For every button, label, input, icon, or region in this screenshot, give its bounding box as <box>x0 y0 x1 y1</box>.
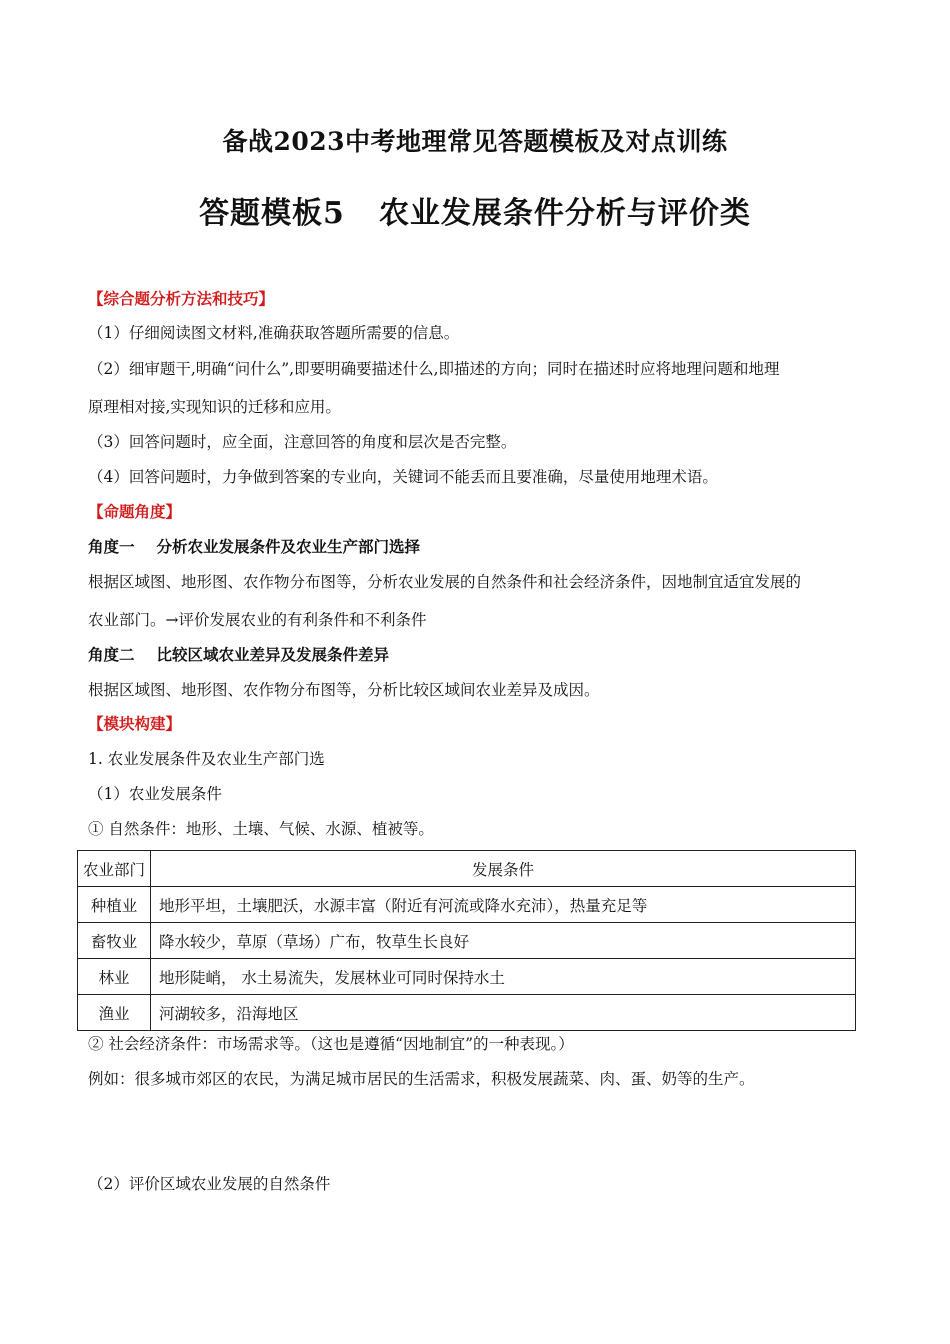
table-row <box>78 959 856 995</box>
table-cell-sector: 种植业 <box>78 887 151 923</box>
table-cell-condition: 河湖较多，沿海地区 <box>151 995 856 1031</box>
document-title: 备战2023中考地理常见答题模板及对点训练 <box>222 127 728 156</box>
method-item-2-continued: 原理相对接,实现知识的迁移和应用。 <box>88 398 341 416</box>
module-subsection-1: （1）农业发展条件 <box>88 785 222 803</box>
table-row <box>78 923 856 959</box>
table-cell-sector: 渔业 <box>78 995 151 1031</box>
angle-1-text-continued: 农业部门。→评价发展农业的有利条件和不利条件 <box>88 611 427 629</box>
table-header-condition: 发展条件 <box>151 851 856 887</box>
agriculture-conditions-table <box>77 850 856 1031</box>
angle-2-title: 比较区域农业差异及发展条件差异 <box>156 645 390 664</box>
table-cell-condition: 地形平坦，土壤肥沃，水源丰富（附近有河流或降水充沛），热量充足等 <box>151 887 856 923</box>
document-subtitle <box>0 188 950 232</box>
angle-1-heading <box>88 537 420 557</box>
module-subsection-2: （2）评价区域农业发展的自然条件 <box>88 1175 331 1193</box>
method-item-2: （2）细审题干,明确“问什么”,即要明确要描述什么,即描述的方向；同时在描述时应将地理问题和地理 <box>88 360 780 378</box>
table-row <box>78 995 856 1031</box>
table-cell-condition: 地形陡峭， 水土易流失，发展林业可同时保持水土 <box>151 959 856 995</box>
angle-2-label: 角度二 <box>88 645 135 664</box>
method-item-1: （1）仔细阅读图文材料,准确获取答题所需要的信息。 <box>88 324 460 342</box>
angle-1-label: 角度一 <box>88 537 135 556</box>
table-cell-condition: 降水较少，草原（草场）广布，牧草生长良好 <box>151 923 856 959</box>
angle-1-text: 根据区域图、地形图、农作物分布图等，分析农业发展的自然条件和社会经济条件，因地制宜适宜发展的 <box>88 573 802 591</box>
subtitle-topic: 农业发展条件分析与评价类 <box>378 196 751 231</box>
angle-2-text: 根据区域图、地形图、农作物分布图等，分析比较区域间农业差异及成因。 <box>88 681 600 699</box>
natural-conditions: ① 自然条件：地形、土壤、气候、水源、植被等。 <box>88 820 434 838</box>
example-text: 例如：很多城市郊区的农民，为满足城市居民的生活需求，积极发展蔬菜、肉、蛋、奶等的生产。 <box>88 1070 755 1088</box>
social-conditions: ② 社会经济条件：市场需求等。（这也是遵循“因地制宜”的一种表现。） <box>88 1035 574 1053</box>
subtitle-template-number: 答题模板5 <box>199 196 345 231</box>
table-cell-sector: 畜牧业 <box>78 923 151 959</box>
table-row <box>78 887 856 923</box>
angle-2-heading <box>88 645 389 665</box>
method-item-3: （3）回答问题时，应全面，注意回答的角度和层次是否完整。 <box>88 433 517 451</box>
table-header-row <box>78 851 856 887</box>
angles-heading: 【命题角度】 <box>88 502 182 521</box>
module-heading: 【模块构建】 <box>88 714 182 733</box>
table-cell-sector: 林业 <box>78 959 151 995</box>
methods-heading: 【综合题分析方法和技巧】 <box>88 289 275 308</box>
table-header-sector: 农业部门 <box>78 851 151 887</box>
module-item-1: 1. 农业发展条件及农业生产部门选 <box>88 750 325 768</box>
method-item-4: （4）回答问题时，力争做到答案的专业向，关键词不能丢而且要准确，尽量使用地理术语。 <box>88 468 718 486</box>
angle-1-title: 分析农业发展条件及农业生产部门选择 <box>156 537 421 556</box>
